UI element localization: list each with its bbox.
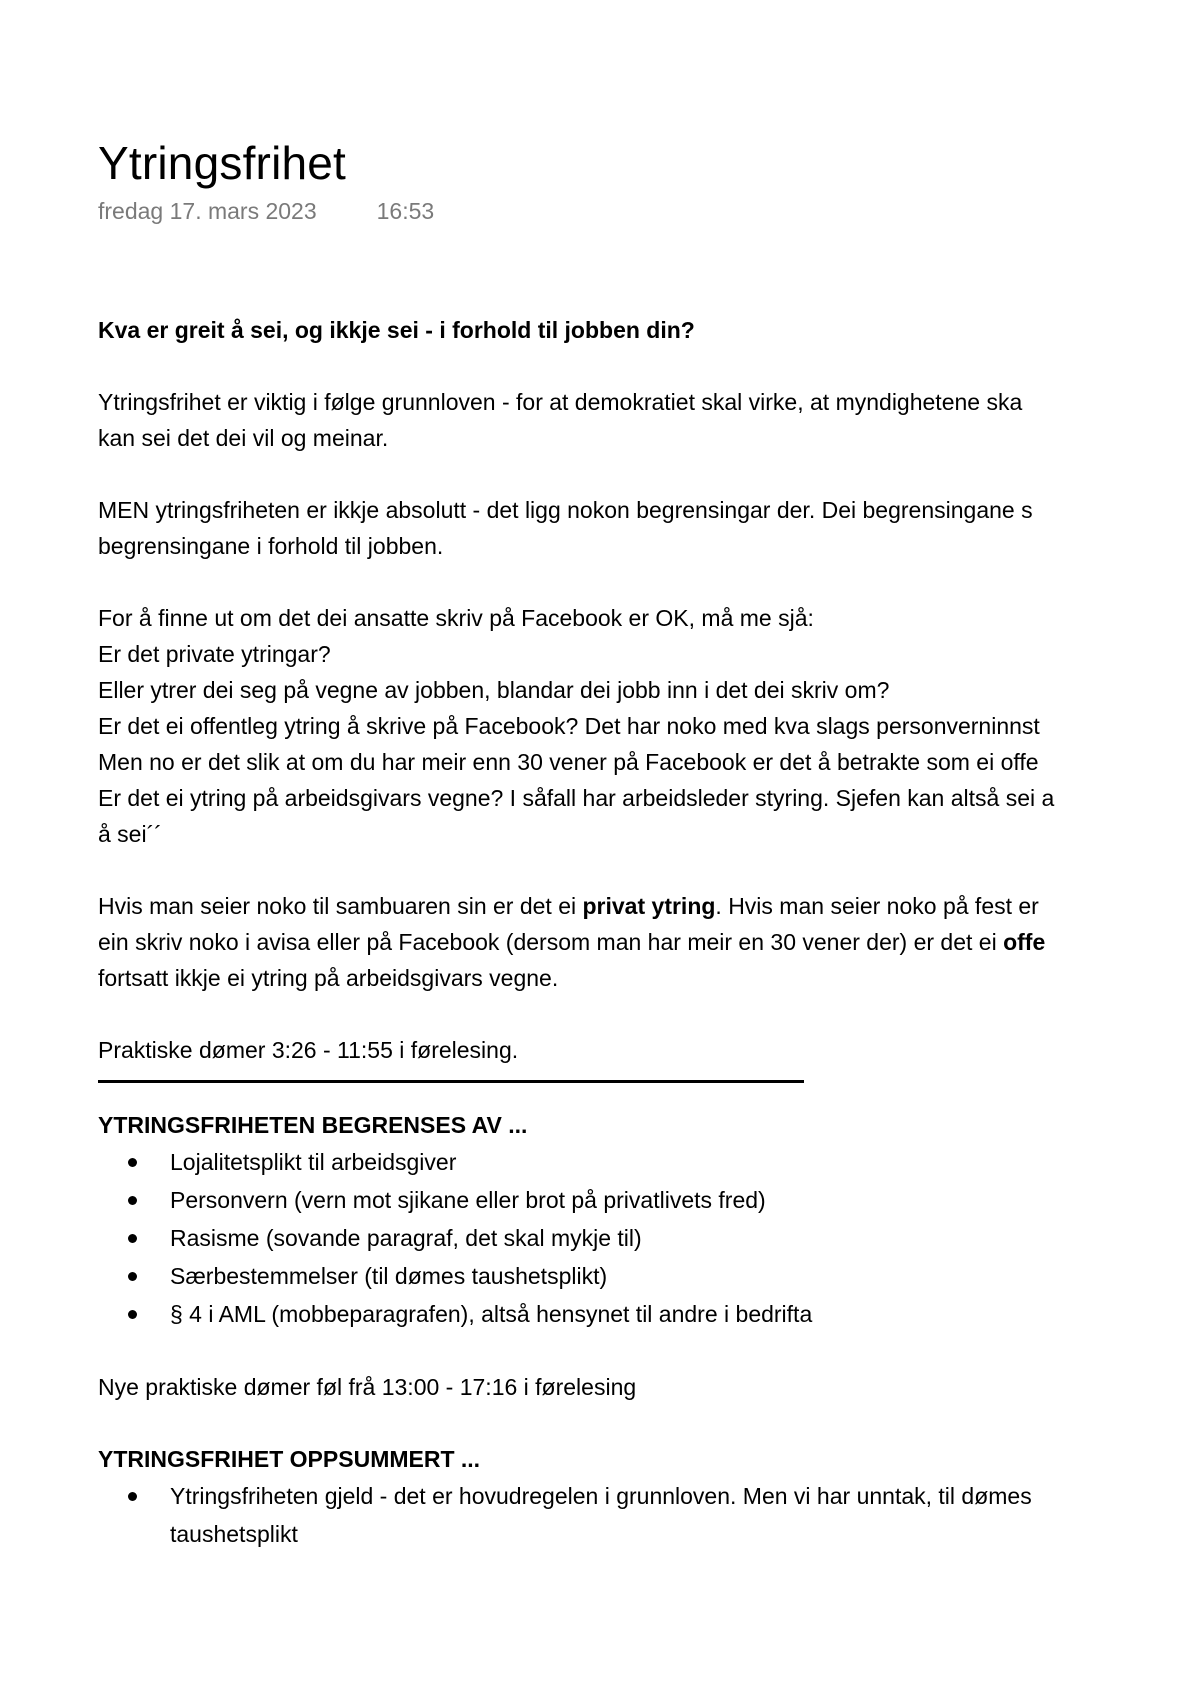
paragraph-2-line-1: MEN ytringsfriheten er ikkje absolutt - det ligg nokon begrensingar der. Dei begrensingane s bbox=[98, 497, 1033, 523]
paragraph-3-line-3: Eller ytrer dei seg på vegne av jobben, blandar dei jobb inn i det dei skriv om? bbox=[98, 677, 890, 703]
p4-text-c: . Hvis man seier noko på fest er bbox=[715, 893, 1039, 919]
list-item bbox=[98, 1219, 1200, 1257]
paragraph-3-line-1: For å finne ut om det dei ansatte skriv på Facebook er OK, må me sjå: bbox=[98, 605, 814, 631]
paragraph-3-line-4: Er det ei offentleg ytring å skrive på Facebook? Det har noko med kva slags personverninnst bbox=[98, 713, 1040, 739]
list-item-text: Særbestemmelser (til dømes taushetsplikt) bbox=[170, 1263, 608, 1289]
bullet-icon bbox=[128, 1158, 137, 1167]
paragraph-1-line-2: kan sei det dei vil og meinar. bbox=[98, 425, 389, 451]
note-time: 16:53 bbox=[376, 198, 435, 224]
list-item-text: Lojalitetsplikt til arbeidsgiver bbox=[170, 1149, 457, 1175]
p4-bold-private: privat ytring bbox=[582, 893, 716, 919]
list-item-text: Personvern (vern mot sjikane eller brot på privatlivets fred) bbox=[170, 1187, 766, 1213]
bullet-icon bbox=[128, 1492, 137, 1501]
paragraph-3-line-5: Men no er det slik at om du har meir enn 30 vener på Facebook er det å betrakte som ei offe bbox=[98, 749, 1039, 775]
list-item-text: Rasisme (sovande paragraf, det skal mykje til) bbox=[170, 1225, 642, 1251]
p4-bold-public: offe bbox=[1003, 929, 1046, 955]
list-item bbox=[98, 1477, 1200, 1515]
list-item bbox=[98, 1143, 1200, 1181]
section-1-list bbox=[98, 1143, 1200, 1333]
list-item-continuation bbox=[98, 1515, 1200, 1553]
list-item bbox=[98, 1181, 1200, 1219]
question-heading: Kva er greit å sei, og ikkje sei - i forhold til jobben din? bbox=[98, 317, 695, 343]
paragraph-4-line-3: fortsatt ikkje ei ytring på arbeidsgivars vegne. bbox=[98, 965, 559, 991]
list-item-text: § 4 i AML (mobbeparagrafen), altså hensynet til andre i bedrifta bbox=[170, 1301, 813, 1327]
paragraph-4-line-2 bbox=[98, 924, 1200, 960]
paragraph-3-line-7: å sei´´ bbox=[98, 821, 162, 847]
page-title: Ytringsfrihet bbox=[98, 137, 347, 189]
paragraph-1-line-1: Ytringsfrihet er viktig i følge grunnloven - for at demokratiet skal virke, at myndighetene ska bbox=[98, 389, 1023, 415]
bullet-icon bbox=[128, 1196, 137, 1205]
section-2-heading: YTRINGSFRIHET OPPSUMMERT ... bbox=[98, 1446, 481, 1472]
list-item-text: Ytringsfriheten gjeld - det er hovudregelen i grunnloven. Men vi har unntak, til dømes bbox=[170, 1483, 1032, 1509]
bullet-icon bbox=[128, 1272, 137, 1281]
list-item bbox=[98, 1295, 1200, 1333]
note-date: fredag 17. mars 2023 bbox=[98, 198, 317, 224]
bullet-icon bbox=[128, 1234, 137, 1243]
paragraph-2-line-2: begrensingane i forhold til jobben. bbox=[98, 533, 444, 559]
note-timestamp bbox=[98, 196, 1200, 226]
bullet-icon bbox=[128, 1310, 137, 1319]
paragraph-6: Nye praktiske dømer føl frå 13:00 - 17:16 i førelesing bbox=[98, 1374, 637, 1400]
paragraph-4-line-1 bbox=[98, 888, 1200, 924]
note-body bbox=[98, 312, 1200, 1553]
p4-text-l2a: ein skriv noko i avisa eller på Facebook (dersom man har meir en 30 vener der) er det ei bbox=[98, 929, 1004, 955]
p4-text-a: Hvis man seier noko til sambuaren sin er det ei bbox=[98, 893, 583, 919]
paragraph-3-line-6: Er det ei ytring på arbeidsgivars vegne? I såfall har arbeidsleder styring. Sjefen kan altså sei a bbox=[98, 785, 1055, 811]
list-item bbox=[98, 1257, 1200, 1295]
horizontal-rule bbox=[98, 1080, 804, 1083]
paragraph-3-line-2: Er det private ytringar? bbox=[98, 641, 331, 667]
paragraph-5: Praktiske dømer 3:26 - 11:55 i førelesing. bbox=[98, 1037, 519, 1063]
section-2-list bbox=[98, 1477, 1200, 1553]
list-item-text-cut: taushetsplikt bbox=[170, 1521, 298, 1547]
note-content bbox=[98, 132, 1200, 1553]
section-1-heading: YTRINGSFRIHETEN BEGRENSES AV ... bbox=[98, 1112, 528, 1138]
